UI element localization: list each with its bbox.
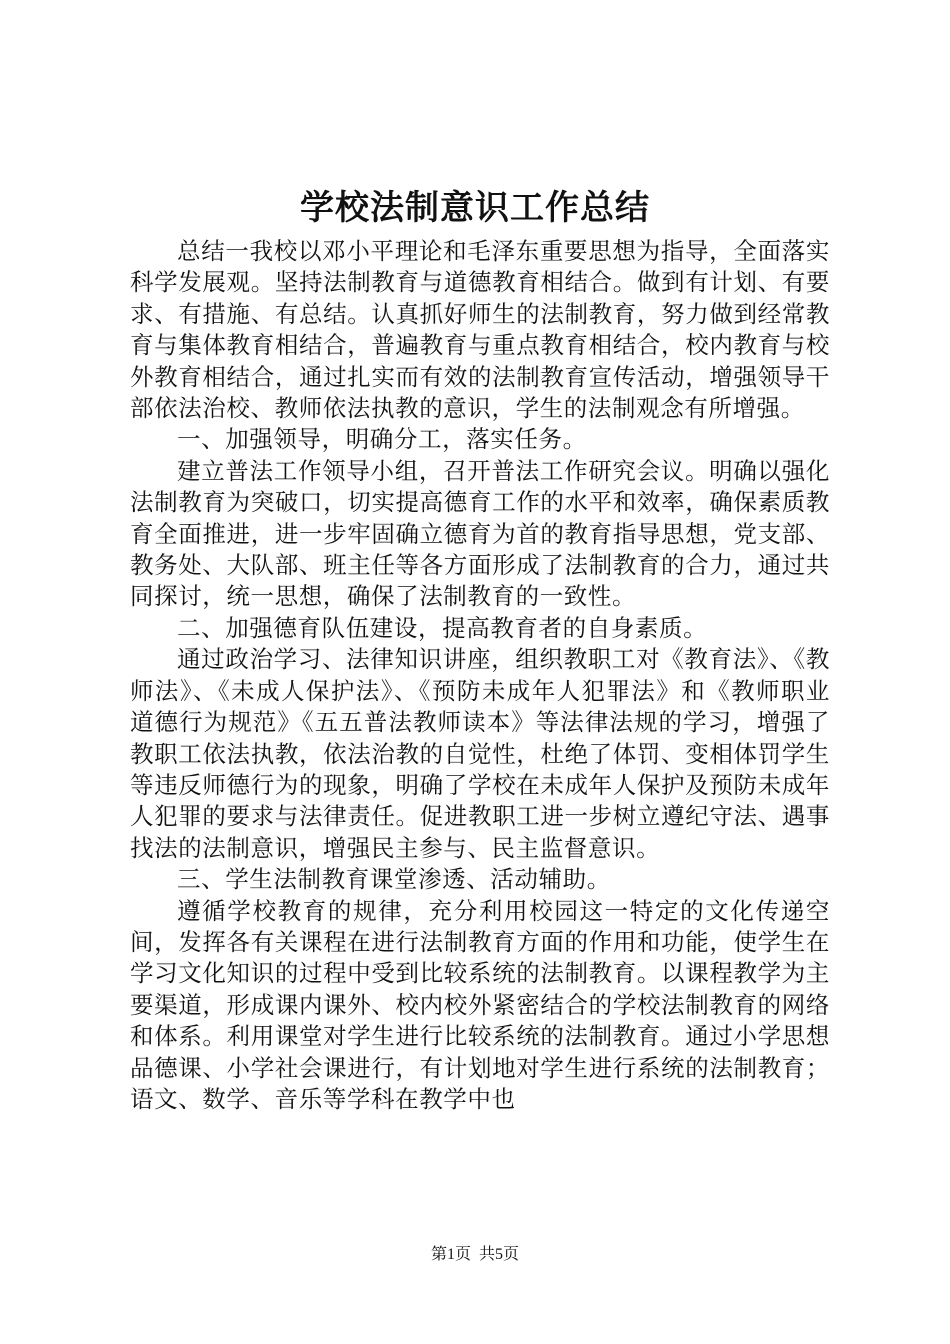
- document-body: [130, 236, 830, 1115]
- page-total: 共5页: [479, 1246, 520, 1263]
- page-footer: [0, 1243, 950, 1267]
- page-number: 第1页: [430, 1246, 471, 1263]
- paragraph-section-2: 通过政治学习、法律知识讲座，组织教职工对《教育法》、《教师法》、《未成人保护法》、《预防未成年人犯罪法》和《教师职业道德行为规范》《五五普法教师读本》等法律法规的学习，增强了教职工依法执教，依法治教的自觉性，杜绝了体罚、变相体罚学生等违反师德行为的现象，明确了学校在未成年人保护及预防未成年人犯罪的要求与法律责任。促进教职工进一步树立遵纪守法、遇事找法的法制意识，增强民主参与、民主监督意识。: [130, 645, 830, 862]
- document-title: 学校法制意识工作总结: [300, 188, 650, 228]
- section-heading-2: 二、加强德育队伍建设，提高教育者的自身素质。: [177, 613, 708, 642]
- paragraph-section-3: 遵循学校教育的规律，充分利用校园这一特定的文化传递空间，发挥各有关课程在进行法制教育方面的作用和功能，使学生在学习文化知识的过程中受到比较系统的法制教育。以课程教学为主要渠道，形成课内课外、校内校外紧密结合的学校法制教育的网络和体系。利用课堂对学生进行比较系统的法制教育。通过小学思想品德课、小学社会课进行，有计划地对学生进行系统的法制教育；语文、数学、音乐等学科在教学中也: [130, 896, 830, 1113]
- section-heading-1: 一、加强领导，明确分工，落实任务。: [177, 425, 587, 454]
- section-heading-3: 三、学生法制教育课堂渗透、活动辅助。: [177, 865, 611, 894]
- paragraph-summary: 总结一我校以邓小平理论和毛泽东重要思想为指导，全面落实科学发展观。坚持法制教育与道德教育相结合。做到有计划、有要求、有措施、有总结。认真抓好师生的法制教育，努力做到经常教育与集体教育相结合，普遍教育与重点教育相结合，校内教育与校外教育相结合，通过扎实而有效的法制教育宣传活动，增强领导干部依法治校、教师依法执教的意识，学生的法制观念有所增强。: [130, 237, 830, 423]
- paragraph-section-1: 建立普法工作领导小组，召开普法工作研究会议。明确以强化法制教育为突破口，切实提高德育工作的水平和效率，确保素质教育全面推进，进一步牢固确立德育为首的教育指导思想，党支部、教务处、大队部、班主任等各方面形成了法制教育的合力，通过共同探讨，统一思想，确保了法制教育的一致性。: [130, 456, 830, 611]
